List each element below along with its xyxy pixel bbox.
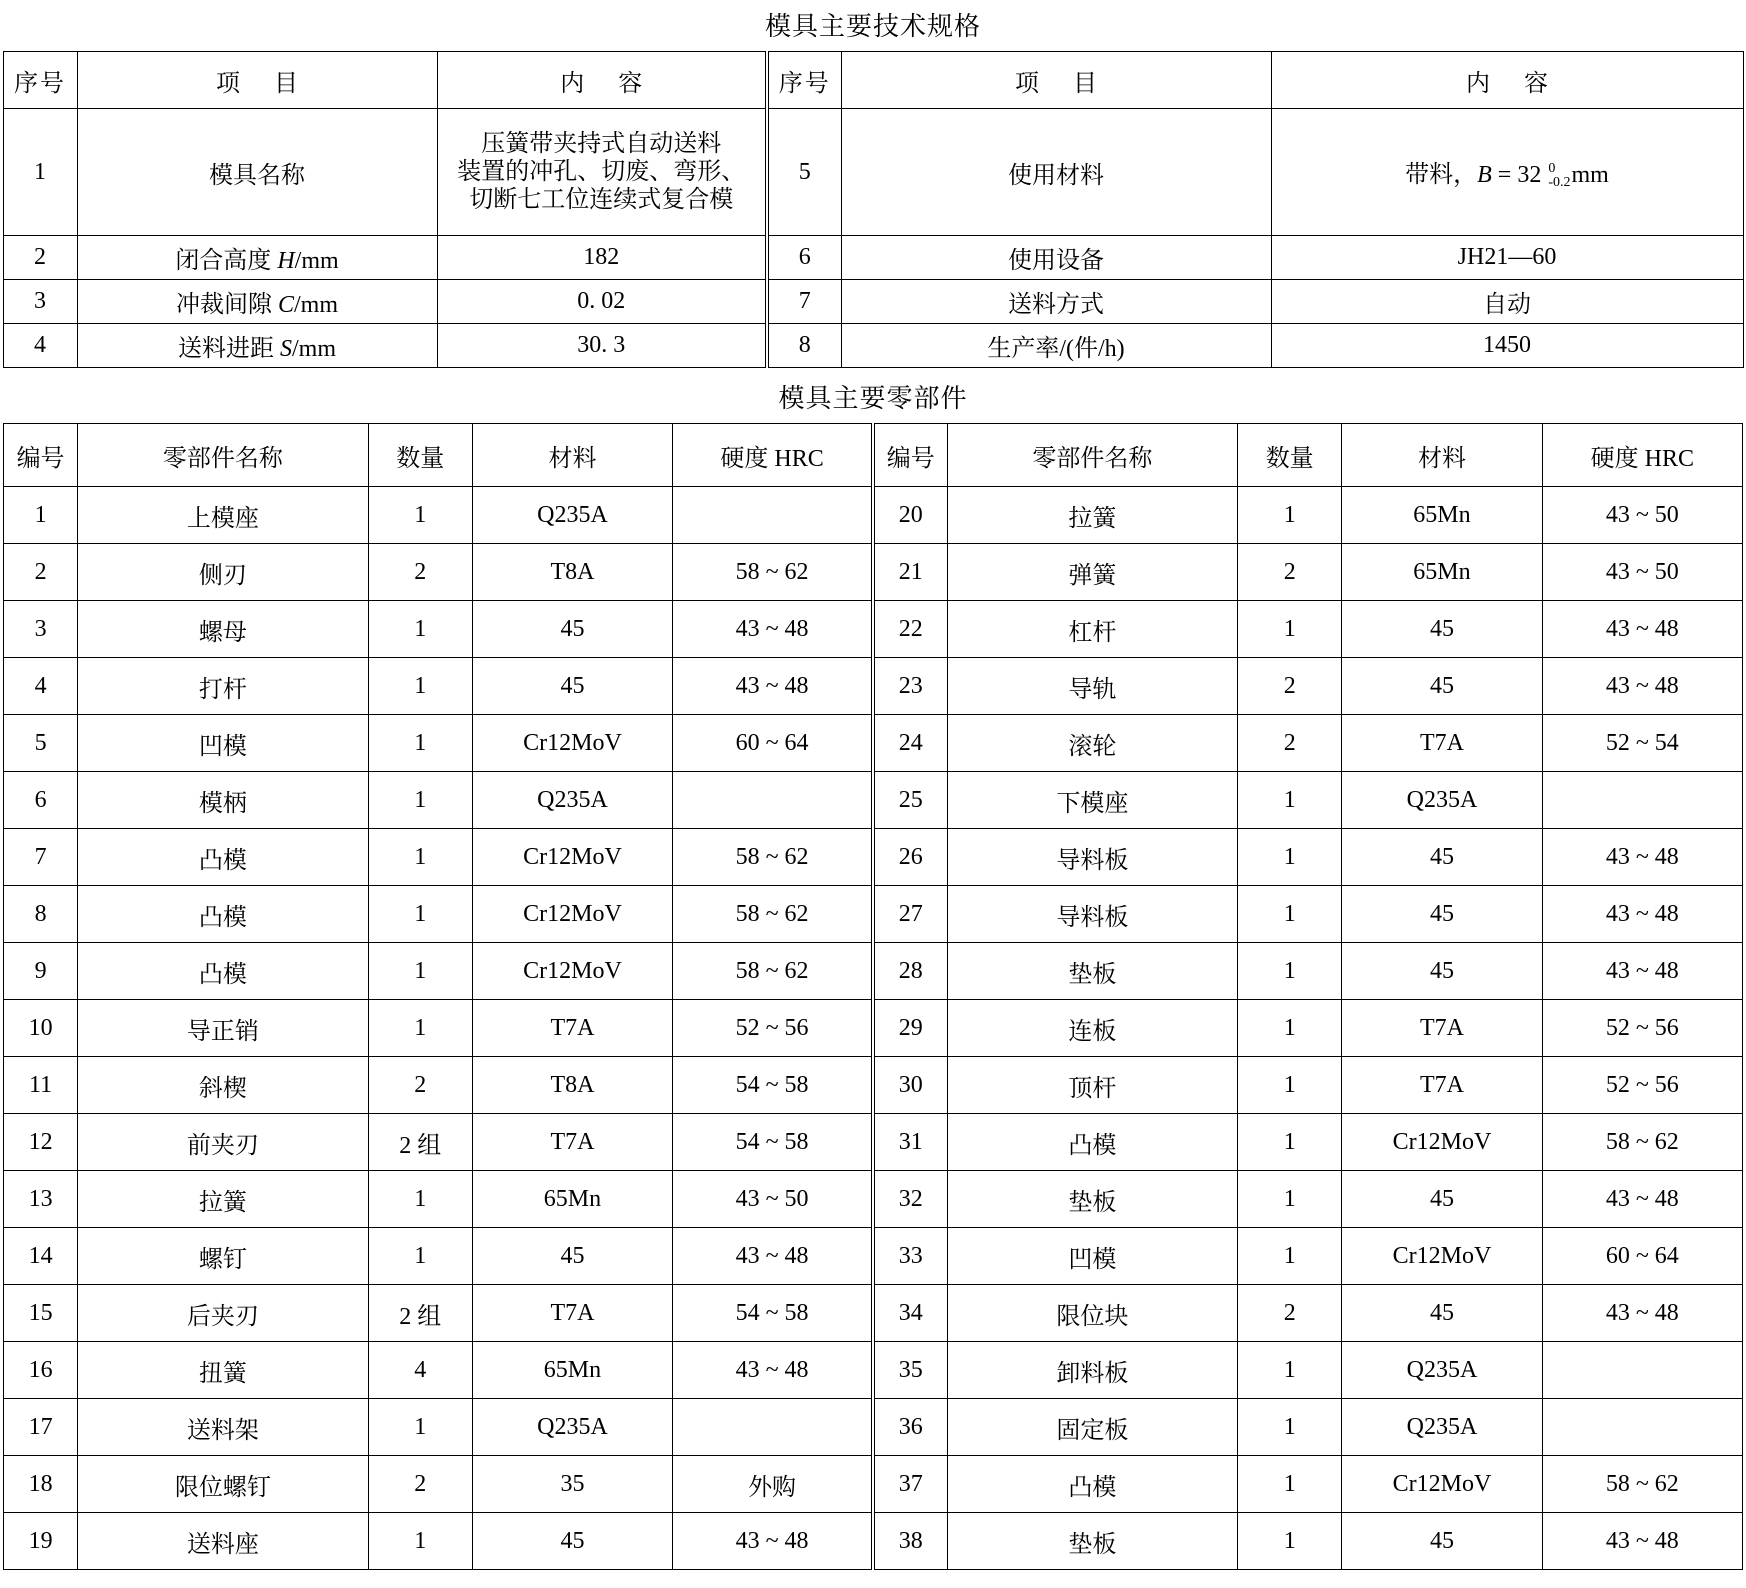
part-no-right: 27 <box>873 886 947 943</box>
table-row <box>4 1342 1743 1399</box>
part-qty-right: 2 <box>1238 658 1342 715</box>
part-hardness-right: 43 ~ 48 <box>1542 886 1742 943</box>
part-material-left: Q235A <box>472 772 672 829</box>
part-name-right: 拉簧 <box>947 487 1238 544</box>
part-hardness-left: 60 ~ 64 <box>673 715 873 772</box>
part-qty-right: 1 <box>1238 601 1342 658</box>
part-hardness-right: 58 ~ 62 <box>1542 1114 1742 1171</box>
part-material-left: T7A <box>472 1114 672 1171</box>
part-hardness-left <box>673 772 873 829</box>
part-name-right: 导料板 <box>947 886 1238 943</box>
part-material-right: 45 <box>1342 601 1542 658</box>
part-material-left: 65Mn <box>472 1342 672 1399</box>
part-material-right: T7A <box>1342 715 1542 772</box>
part-no-left: 19 <box>4 1513 78 1570</box>
part-name-right: 连板 <box>947 1000 1238 1057</box>
part-hardness-left: 54 ~ 58 <box>673 1114 873 1171</box>
part-no-left: 14 <box>4 1228 78 1285</box>
part-hardness-right: 43 ~ 50 <box>1542 544 1742 601</box>
part-qty-left: 1 <box>368 658 472 715</box>
part-material-right: Cr12MoV <box>1342 1456 1542 1513</box>
part-qty-left: 1 <box>368 1513 472 1570</box>
table-row <box>4 658 1743 715</box>
part-material-left: T8A <box>472 544 672 601</box>
part-hardness-right: 43 ~ 48 <box>1542 658 1742 715</box>
part-hardness-left: 58 ~ 62 <box>673 886 873 943</box>
spec-name-line-2: 装置的冲孔、切废、弯形、 <box>457 158 746 185</box>
table-row <box>4 1228 1743 1285</box>
part-hardness-left: 43 ~ 48 <box>673 658 873 715</box>
part-no-left: 5 <box>4 715 78 772</box>
part-qty-right: 1 <box>1238 1114 1342 1171</box>
tolerance-upper: 0 <box>1548 160 1556 176</box>
part-hardness-left: 43 ~ 48 <box>673 601 873 658</box>
spec-row-content-right: JH21—60 <box>1271 236 1743 280</box>
part-name-right: 凸模 <box>947 1114 1238 1171</box>
spec-row-no-left: 2 <box>3 236 77 280</box>
part-qty-right: 2 <box>1238 715 1342 772</box>
part-material-left: 45 <box>472 1228 672 1285</box>
part-qty-left: 2 <box>368 544 472 601</box>
part-no-left: 13 <box>4 1171 78 1228</box>
part-material-left: T8A <box>472 1057 672 1114</box>
parts-header-hardness-left: 硬度 HRC <box>673 424 873 487</box>
part-hardness-right: 43 ~ 48 <box>1542 601 1742 658</box>
table-row <box>4 1171 1743 1228</box>
tolerance-lower: -0.2 <box>1548 175 1571 191</box>
part-no-right: 24 <box>873 715 947 772</box>
table-row <box>4 601 1743 658</box>
part-hardness-left: 52 ~ 56 <box>673 1000 873 1057</box>
spec-row-item-right: 生产率/(件/h) <box>841 324 1271 368</box>
part-material-left: Q235A <box>472 1399 672 1456</box>
table-row <box>4 1285 1743 1342</box>
parts-header-material-right: 材料 <box>1342 424 1542 487</box>
part-qty-right: 1 <box>1238 1000 1342 1057</box>
part-material-left: Cr12MoV <box>472 943 672 1000</box>
part-hardness-left: 43 ~ 50 <box>673 1171 873 1228</box>
part-name-left: 凸模 <box>78 829 369 886</box>
material-tolerance <box>1548 162 1570 191</box>
part-name-right: 导轨 <box>947 658 1238 715</box>
spec-row-item-right: 送料方式 <box>841 280 1271 324</box>
part-hardness-left: 43 ~ 48 <box>673 1228 873 1285</box>
part-material-right: 45 <box>1342 1513 1542 1570</box>
part-material-left: T7A <box>472 1285 672 1342</box>
part-qty-right: 1 <box>1238 1399 1342 1456</box>
table-row <box>4 1057 1743 1114</box>
part-no-right: 20 <box>873 487 947 544</box>
part-no-right: 34 <box>873 1285 947 1342</box>
part-qty-right: 1 <box>1238 1057 1342 1114</box>
part-hardness-right: 52 ~ 56 <box>1542 1000 1742 1057</box>
part-hardness-right: 43 ~ 48 <box>1542 1171 1742 1228</box>
part-name-left: 限位螺钉 <box>78 1456 369 1513</box>
spec-row-item-left <box>77 324 437 368</box>
part-no-left: 11 <box>4 1057 78 1114</box>
parts-header-no-right: 编号 <box>873 424 947 487</box>
spec-row-item-right: 使用设备 <box>841 236 1271 280</box>
spec-table-caption: 模具主要技术规格 <box>764 12 981 41</box>
spec-row-content-left <box>437 109 767 236</box>
spec-row <box>3 236 1743 280</box>
item-label: 送料进距 <box>177 336 280 362</box>
part-no-right: 26 <box>873 829 947 886</box>
part-qty-left: 2 <box>368 1057 472 1114</box>
spec-row-content-right: 1450 <box>1271 324 1743 368</box>
part-qty-left: 2 <box>368 1456 472 1513</box>
part-material-right: 45 <box>1342 1171 1542 1228</box>
item-unit: /mm <box>294 292 339 318</box>
part-no-left: 10 <box>4 1000 78 1057</box>
spec-row-no-left: 3 <box>3 280 77 324</box>
part-qty-left: 1 <box>368 601 472 658</box>
part-name-left: 侧刃 <box>78 544 369 601</box>
table-row <box>4 943 1743 1000</box>
part-no-right: 33 <box>873 1228 947 1285</box>
part-qty-left: 1 <box>368 1000 472 1057</box>
table-row <box>4 829 1743 886</box>
part-name-left: 后夹刃 <box>78 1285 369 1342</box>
part-name-right: 凹模 <box>947 1228 1238 1285</box>
item-unit: /mm <box>291 336 336 362</box>
part-hardness-left: 54 ~ 58 <box>673 1285 873 1342</box>
part-no-left: 17 <box>4 1399 78 1456</box>
spec-row <box>3 280 1743 324</box>
part-hardness-right <box>1542 1399 1742 1456</box>
part-material-right: Cr12MoV <box>1342 1114 1542 1171</box>
part-hardness-right <box>1542 772 1742 829</box>
part-no-right: 35 <box>873 1342 947 1399</box>
part-qty-right: 2 <box>1238 1285 1342 1342</box>
part-qty-left: 1 <box>368 772 472 829</box>
item-symbol: C <box>277 292 294 318</box>
part-name-right: 导料板 <box>947 829 1238 886</box>
part-qty-left: 1 <box>368 715 472 772</box>
part-no-right: 22 <box>873 601 947 658</box>
parts-table-wrap <box>0 423 1746 1570</box>
part-name-left: 打杆 <box>78 658 369 715</box>
part-qty-left: 2 组 <box>368 1114 472 1171</box>
table-row <box>4 1114 1743 1171</box>
part-name-right: 卸料板 <box>947 1342 1238 1399</box>
part-name-right: 顶杆 <box>947 1057 1238 1114</box>
part-hardness-left: 58 ~ 62 <box>673 829 873 886</box>
table-row <box>4 772 1743 829</box>
part-name-left: 扭簧 <box>78 1342 369 1399</box>
part-qty-left: 1 <box>368 487 472 544</box>
part-name-left: 螺钉 <box>78 1228 369 1285</box>
part-name-left: 凸模 <box>78 886 369 943</box>
part-hardness-left: 43 ~ 48 <box>673 1513 873 1570</box>
part-qty-left: 2 组 <box>368 1285 472 1342</box>
part-material-right: 45 <box>1342 829 1542 886</box>
part-hardness-right <box>1542 1342 1742 1399</box>
part-material-left: 65Mn <box>472 1171 672 1228</box>
table-row <box>4 1000 1743 1057</box>
part-name-left: 斜楔 <box>78 1057 369 1114</box>
part-name-right: 凸模 <box>947 1456 1238 1513</box>
part-name-left: 拉簧 <box>78 1171 369 1228</box>
spec-row-content-left: 182 <box>437 236 767 280</box>
part-hardness-right: 43 ~ 48 <box>1542 1285 1742 1342</box>
part-hardness-right: 43 ~ 48 <box>1542 829 1742 886</box>
part-material-left: Cr12MoV <box>472 886 672 943</box>
part-qty-right: 1 <box>1238 1342 1342 1399</box>
part-no-right: 32 <box>873 1171 947 1228</box>
spec-row-content-left: 0. 02 <box>437 280 767 324</box>
table-row <box>4 1399 1743 1456</box>
part-name-left: 导正销 <box>78 1000 369 1057</box>
material-unit: mm <box>1571 161 1609 188</box>
spec-row <box>3 109 1743 236</box>
material-symbol: B <box>1477 161 1492 188</box>
item-symbol: H <box>277 248 295 274</box>
table-row <box>4 544 1743 601</box>
part-qty-left: 1 <box>368 829 472 886</box>
part-no-right: 25 <box>873 772 947 829</box>
spec-row-item-left <box>77 280 437 324</box>
parts-table <box>3 423 1743 1570</box>
spec-row-item-left: 模具名称 <box>77 109 437 236</box>
part-name-right: 杠杆 <box>947 601 1238 658</box>
part-name-right: 滚轮 <box>947 715 1238 772</box>
spec-row-content-left: 30. 3 <box>437 324 767 368</box>
part-material-right: 65Mn <box>1342 544 1542 601</box>
part-no-right: 29 <box>873 1000 947 1057</box>
part-no-right: 23 <box>873 658 947 715</box>
table-row <box>4 715 1743 772</box>
part-material-right: Q235A <box>1342 1399 1542 1456</box>
part-hardness-right: 60 ~ 64 <box>1542 1228 1742 1285</box>
table-row <box>4 886 1743 943</box>
part-no-right: 30 <box>873 1057 947 1114</box>
spec-row-item-left <box>77 236 437 280</box>
part-name-left: 前夹刃 <box>78 1114 369 1171</box>
part-qty-right: 1 <box>1238 886 1342 943</box>
part-no-left: 9 <box>4 943 78 1000</box>
spec-table-wrap <box>0 51 1746 368</box>
part-material-right: 45 <box>1342 658 1542 715</box>
part-qty-left: 1 <box>368 886 472 943</box>
spec-row-content-right: 自动 <box>1271 280 1743 324</box>
part-material-left: T7A <box>472 1000 672 1057</box>
part-qty-left: 1 <box>368 1399 472 1456</box>
part-hardness-left <box>673 487 873 544</box>
part-no-right: 21 <box>873 544 947 601</box>
parts-header-hardness-right: 硬度 HRC <box>1542 424 1742 487</box>
parts-header-name-right: 零部件名称 <box>947 424 1238 487</box>
part-name-right: 固定板 <box>947 1399 1238 1456</box>
spec-header-item-right: 项 目 <box>841 52 1271 109</box>
parts-header-row <box>4 424 1743 487</box>
parts-table-caption: 模具主要零部件 <box>778 384 968 413</box>
part-material-right: Q235A <box>1342 1342 1542 1399</box>
spec-name-line-1: 压簧带夹持式自动送料 <box>481 130 722 157</box>
part-hardness-right: 52 ~ 54 <box>1542 715 1742 772</box>
part-no-left: 6 <box>4 772 78 829</box>
part-material-left: Cr12MoV <box>472 715 672 772</box>
part-name-left: 凹模 <box>78 715 369 772</box>
spec-row-no-right: 6 <box>767 236 841 280</box>
spec-row-no-right: 7 <box>767 280 841 324</box>
part-name-left: 模柄 <box>78 772 369 829</box>
part-material-left: Cr12MoV <box>472 829 672 886</box>
part-no-left: 2 <box>4 544 78 601</box>
part-hardness-left <box>673 1399 873 1456</box>
table-row <box>4 1456 1743 1513</box>
part-name-left: 凸模 <box>78 943 369 1000</box>
part-material-right: 45 <box>1342 943 1542 1000</box>
spec-header-item-left: 项 目 <box>77 52 437 109</box>
part-qty-left: 1 <box>368 943 472 1000</box>
spec-header-row <box>3 52 1743 109</box>
part-material-right: 45 <box>1342 1285 1542 1342</box>
part-no-left: 3 <box>4 601 78 658</box>
part-qty-right: 1 <box>1238 829 1342 886</box>
spec-header-content-left: 内 容 <box>437 52 767 109</box>
part-qty-left: 1 <box>368 1171 472 1228</box>
part-name-left: 送料架 <box>78 1399 369 1456</box>
part-qty-right: 1 <box>1238 943 1342 1000</box>
part-hardness-right: 58 ~ 62 <box>1542 1456 1742 1513</box>
part-hardness-left: 58 ~ 62 <box>673 544 873 601</box>
part-qty-right: 1 <box>1238 487 1342 544</box>
part-material-right: Q235A <box>1342 772 1542 829</box>
spec-row-content-right <box>1271 109 1743 236</box>
table-row <box>4 1513 1743 1570</box>
part-no-right: 31 <box>873 1114 947 1171</box>
part-material-right: T7A <box>1342 1000 1542 1057</box>
part-material-left: Q235A <box>472 487 672 544</box>
part-hardness-right: 52 ~ 56 <box>1542 1057 1742 1114</box>
item-label: 闭合高度 <box>175 248 278 274</box>
part-material-right: 65Mn <box>1342 487 1542 544</box>
part-name-right: 限位块 <box>947 1285 1238 1342</box>
part-material-left: 45 <box>472 658 672 715</box>
part-hardness-right: 43 ~ 50 <box>1542 487 1742 544</box>
part-material-right: 45 <box>1342 886 1542 943</box>
part-name-right: 垫板 <box>947 1171 1238 1228</box>
parts-header-no-left: 编号 <box>4 424 78 487</box>
part-no-left: 7 <box>4 829 78 886</box>
part-hardness-left: 外购 <box>673 1456 873 1513</box>
part-hardness-left: 58 ~ 62 <box>673 943 873 1000</box>
parts-header-qty-right: 数量 <box>1238 424 1342 487</box>
part-no-left: 16 <box>4 1342 78 1399</box>
part-no-left: 12 <box>4 1114 78 1171</box>
part-name-left: 送料座 <box>78 1513 369 1570</box>
part-qty-right: 1 <box>1238 1228 1342 1285</box>
part-hardness-left: 43 ~ 48 <box>673 1342 873 1399</box>
part-hardness-right: 43 ~ 48 <box>1542 1513 1742 1570</box>
spec-row-no-left: 4 <box>3 324 77 368</box>
part-qty-right: 1 <box>1238 1171 1342 1228</box>
item-unit: /mm <box>294 248 339 274</box>
part-no-left: 15 <box>4 1285 78 1342</box>
table-row <box>4 487 1743 544</box>
item-symbol: S <box>279 336 292 362</box>
part-no-right: 37 <box>873 1456 947 1513</box>
part-qty-right: 2 <box>1238 544 1342 601</box>
spec-header-content-right: 内 容 <box>1271 52 1743 109</box>
part-name-right: 垫板 <box>947 943 1238 1000</box>
part-material-right: Cr12MoV <box>1342 1228 1542 1285</box>
part-no-left: 1 <box>4 487 78 544</box>
spec-row <box>3 324 1743 368</box>
spec-header-no-right: 序号 <box>767 52 841 109</box>
part-no-left: 4 <box>4 658 78 715</box>
part-qty-right: 1 <box>1238 772 1342 829</box>
spec-row-item-right: 使用材料 <box>841 109 1271 236</box>
spec-name-line-3: 切断七工位连续式复合模 <box>469 187 734 214</box>
part-material-left: 45 <box>472 1513 672 1570</box>
spec-header-no-left: 序号 <box>3 52 77 109</box>
part-hardness-right: 43 ~ 48 <box>1542 943 1742 1000</box>
material-eq: = 32 <box>1491 161 1548 188</box>
part-name-right: 下模座 <box>947 772 1238 829</box>
parts-header-material-left: 材料 <box>472 424 672 487</box>
spec-row-no-left: 1 <box>3 109 77 236</box>
part-name-left: 上模座 <box>78 487 369 544</box>
part-qty-left: 1 <box>368 1228 472 1285</box>
part-qty-right: 1 <box>1238 1513 1342 1570</box>
part-material-left: 35 <box>472 1456 672 1513</box>
spec-row-no-right: 8 <box>767 324 841 368</box>
part-qty-right: 1 <box>1238 1456 1342 1513</box>
material-prefix: 带料， <box>1405 161 1478 188</box>
item-label: 冲裁间隙 <box>175 292 278 318</box>
part-no-right: 38 <box>873 1513 947 1570</box>
part-hardness-left: 54 ~ 58 <box>673 1057 873 1114</box>
parts-header-qty-left: 数量 <box>368 424 472 487</box>
part-no-left: 18 <box>4 1456 78 1513</box>
part-material-right: T7A <box>1342 1057 1542 1114</box>
part-name-left: 螺母 <box>78 601 369 658</box>
part-qty-left: 4 <box>368 1342 472 1399</box>
part-name-right: 垫板 <box>947 1513 1238 1570</box>
part-no-right: 28 <box>873 943 947 1000</box>
spec-table <box>3 51 1744 368</box>
part-no-left: 8 <box>4 886 78 943</box>
parts-header-name-left: 零部件名称 <box>78 424 369 487</box>
part-no-right: 36 <box>873 1399 947 1456</box>
part-material-left: 45 <box>472 601 672 658</box>
spec-row-no-right: 5 <box>767 109 841 236</box>
part-name-right: 弹簧 <box>947 544 1238 601</box>
